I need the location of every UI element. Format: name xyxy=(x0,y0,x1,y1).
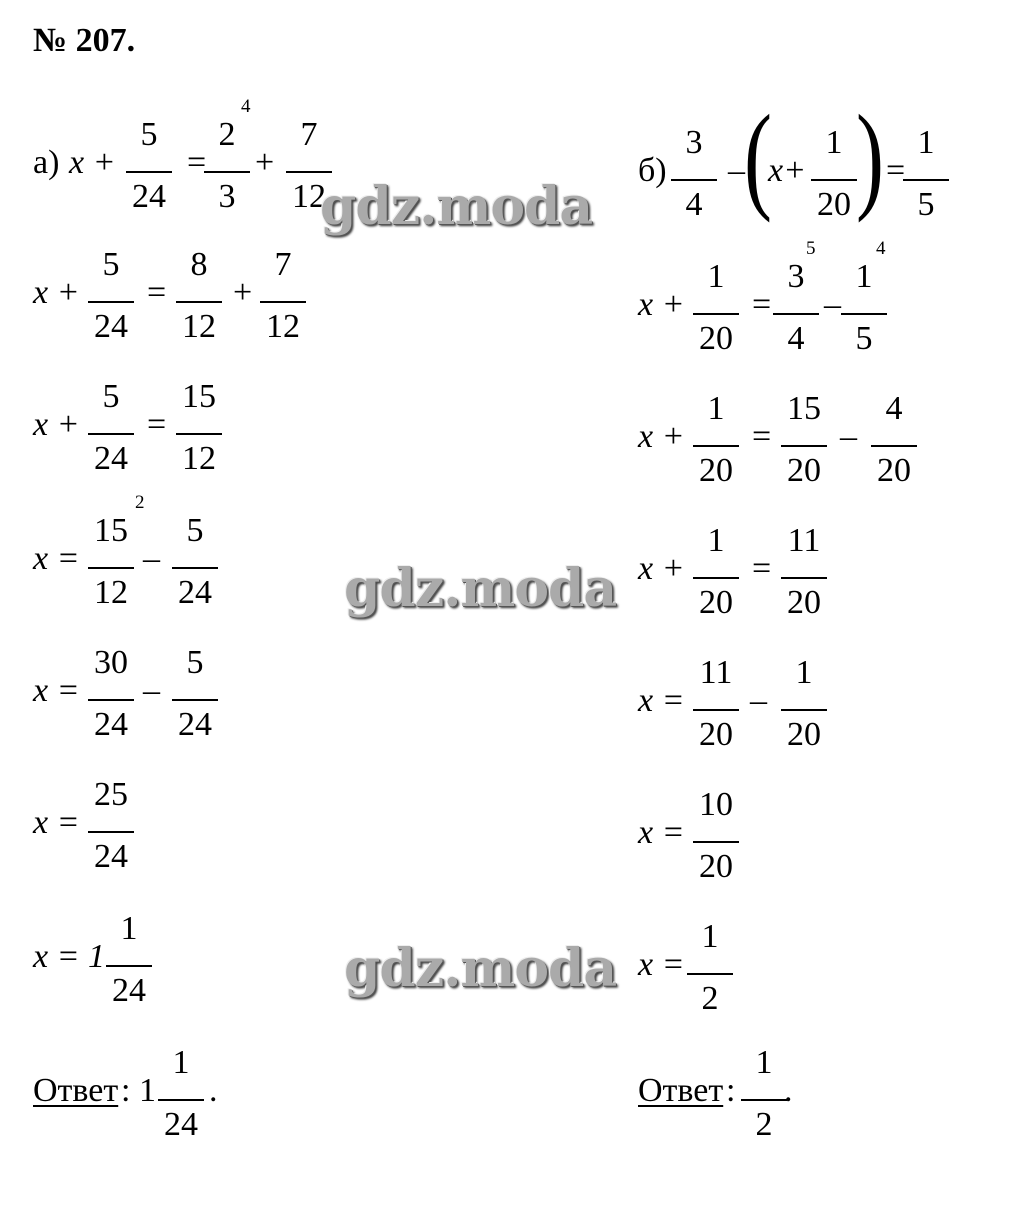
problem-title: № 207. xyxy=(33,22,136,59)
fraction: 15 12 xyxy=(85,538,137,628)
fraction: 5 24 xyxy=(85,404,137,494)
fraction: 1 5 xyxy=(900,150,952,240)
reduction-mark: 2 xyxy=(135,492,145,513)
fraction: 1 20 xyxy=(808,150,860,240)
left-paren: ( xyxy=(743,90,772,223)
answer-label: Ответ xyxy=(638,1072,724,1109)
fraction: 1 24 xyxy=(155,1070,207,1160)
fraction: 30 24 xyxy=(85,670,137,760)
fraction: 11 20 xyxy=(690,680,742,770)
fraction: 10 20 xyxy=(690,812,742,902)
part-b-label: б) xyxy=(638,152,667,189)
fraction: 1 20 xyxy=(690,548,742,638)
fraction: 5 24 xyxy=(169,538,221,628)
part-a-label: а) xyxy=(33,144,60,181)
fraction: 7 12 xyxy=(257,272,309,362)
fraction: 15 12 xyxy=(173,404,225,494)
reduction-mark: 4 xyxy=(876,238,886,259)
fraction: 1 20 xyxy=(690,416,742,506)
fraction: 2 3 xyxy=(201,142,253,232)
answer-label: Ответ xyxy=(33,1072,119,1109)
watermark: gdz.moda xyxy=(344,558,617,619)
reduction-mark: 5 xyxy=(806,238,816,259)
fraction: 1 20 xyxy=(778,680,830,770)
fraction: 1 5 xyxy=(838,284,890,374)
fraction: 5 24 xyxy=(85,272,137,362)
fraction: 1 20 xyxy=(690,284,742,374)
watermark: gdz.moda xyxy=(344,938,617,999)
fraction: 15 20 xyxy=(778,416,830,506)
fraction: 11 20 xyxy=(778,548,830,638)
fraction: 8 12 xyxy=(173,272,225,362)
fraction: 4 20 xyxy=(868,416,920,506)
watermark: gdz.moda xyxy=(320,176,593,237)
fraction: 1 24 xyxy=(103,936,155,1026)
fraction: 1 2 xyxy=(738,1070,790,1160)
fraction: 3 4 xyxy=(770,284,822,374)
fraction: 25 24 xyxy=(85,802,137,892)
right-paren: ) xyxy=(855,90,884,223)
fraction: 1 2 xyxy=(684,944,736,1034)
fraction: 5 24 xyxy=(123,142,175,232)
reduction-mark: 4 xyxy=(241,96,251,117)
fraction: 5 24 xyxy=(169,670,221,760)
fraction: 3 4 xyxy=(668,150,720,240)
fraction: 7 12 xyxy=(283,142,335,232)
